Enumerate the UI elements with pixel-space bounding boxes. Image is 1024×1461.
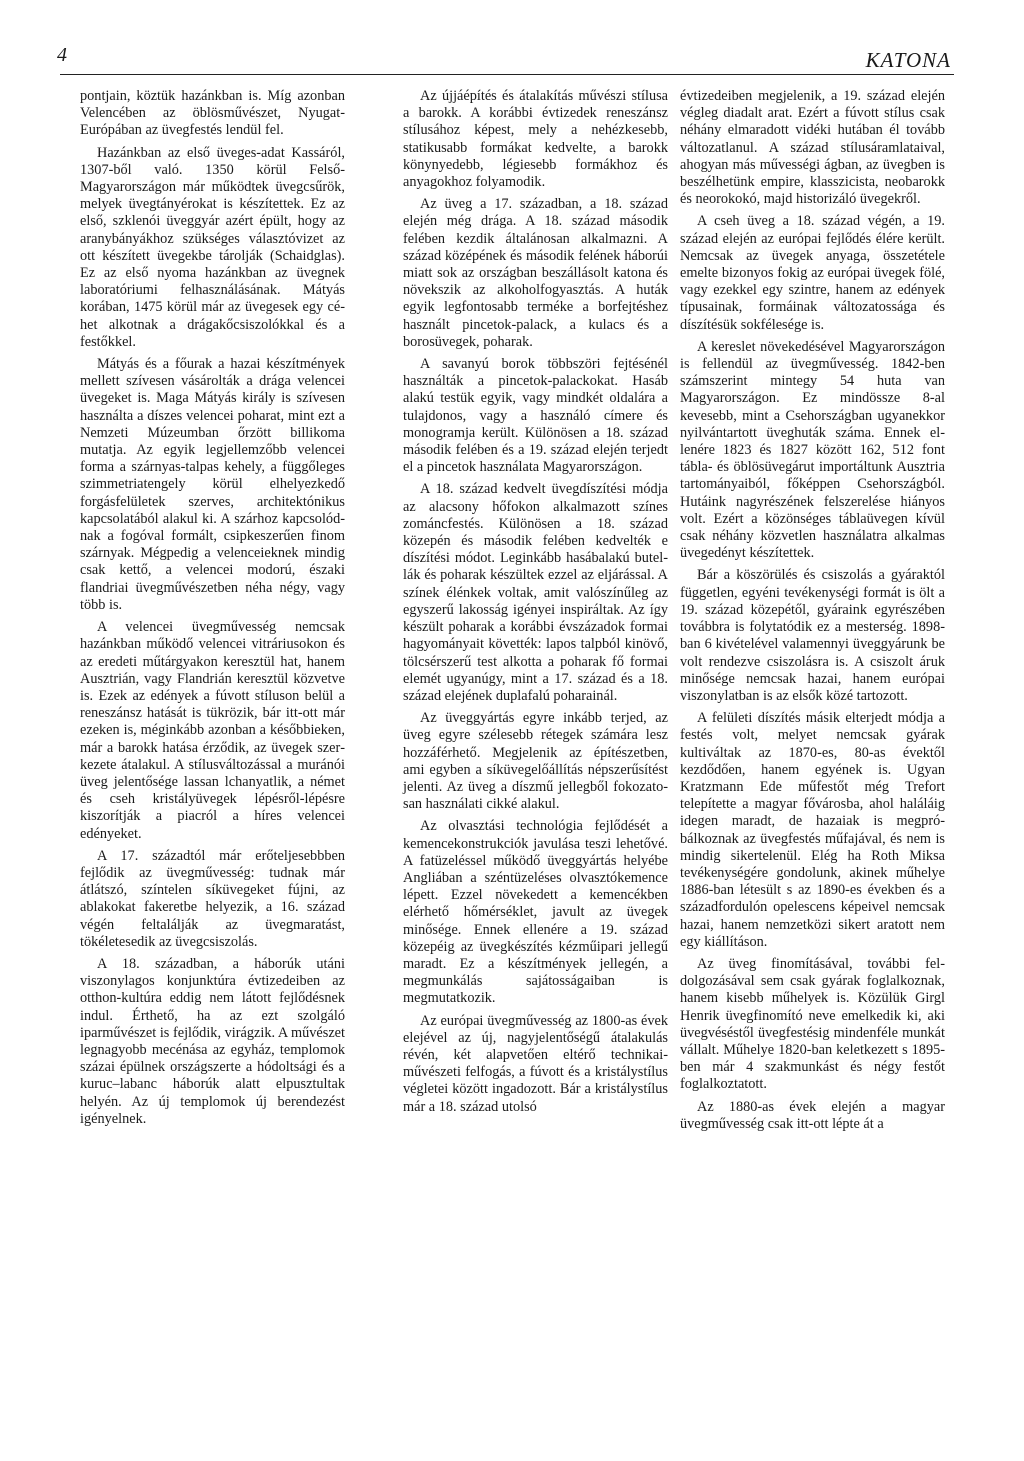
running-title: KATONA <box>865 48 951 72</box>
paragraph: Bár a köszörülés és csiszolás a gyáraktól független, egyéni tevékenységi formát is ölt a 19. század közepétől, gyáraink egyrészében továbbra is folytatódik ez a mesterség. 1898-ban 6 kivételével valamennyi üveggyárunk be volt rendezve csiszolásra is. A csiszolt áruk minősége nemcsak hazai, hanem európai viszonylatban is az elsők közé tartozott. <box>680 567 945 704</box>
paragraph: Az üveg finomításával, további feldolgozásával sem csak gyárak foglalkoznak, hanem kisebb műhelyek is. Közülük Girgl Henrik üvegfinomító neve emelkedik ki, aki üvegvéséstől üvegfestésig mindenféle munkát vállalt. Műhelye 1820-ban keletkezett s 1895-ben már 4 szakmunkást és négy festőt foglalkoztatott. <box>680 955 945 1093</box>
text-column-1 <box>80 88 345 1133</box>
paragraph: pontjain, köztük hazánkban is. Míg azonban Velencében az öblösművészet, Nyugat-Európában az üvegfestés lendül fel. <box>80 88 345 139</box>
paragraph: A kereslet növekedésével Magyarországon is fellendül az üvegművesség. 1842-ben számszerint mintegy 54 huta van Magyarországon. Ez mindössze 8-al kevesebb, mint a Csehországban ugyanekkor nyilvántartott üveghuták száma. Ennek ellenére 1823 és 1827 között 162, 512 font tábla- és öblösüvegárut importáltunk Ausztria tartományaiból, főképpen Csehországból. Hutáink nagyrészének felszerelése hiányos volt. Ezért a közönséges táblaüvegen kívül csak néhány közvetlen használatra alkalmas üvegedényt készítettek. <box>680 338 945 562</box>
paragraph: A 17. századtól már erőteljesebbben fejlődik az üvegművesség: tudnak már átlátszó, színtelen síküvegeket fújni, az ablakokat fakeretbe helyezik, a 16. század végén feltalálják az üvegmaratást, tökéletesedik az üvegcsiszolás. <box>80 847 345 950</box>
paragraph: A savanyú borok többszöri fejtésénél használták a pincetok-palackokat. Hasáb alakú testük egyik, vagy mindkét oldalára a tulajdonos, vagy a használó címere és monogramja került. Különösen a 18. század második felében és a 19. század elején terjedt el a pincetok használata Magyarországon. <box>403 356 668 476</box>
page-number: 4 <box>57 44 67 66</box>
paragraph: Az újjáépítés és átalakítás művészi stílusa a barokk. A korábbi évtizedek reneszánsz stílusához képest, mely a nehézkesebb, statikusabb formákat kedvelte, a barokk könynyedebb, légiesebb formákhoz és anyagokhoz folyamodik. <box>403 88 668 191</box>
paragraph: Az olvasztási technológia fejlődését a kemencekonstrukciók javulása teszi lehetővé. A fatüzeléssel működő üveggyártás helyébe Angliában a széntüzeléses olvasztókemence lépett. Ezzel növekedett a kemencékben elérhető hőmérséklet, javult az üvegek minősége. Ennek ellenére a 19. század közepéig az üvegkészítés kézműipari jellegű maradt. Ez a készítmények jellegén, a megmunkálás sajátosságaiban is megmutatkozik. <box>403 818 668 1007</box>
paragraph: évtizedeiben megjelenik, a 19. század elején végleg diadalt arat. Ezért a fúvott stílus csak néhány elmaradott vidéki hutában él tovább változatlanul. A század stílusáramlataival, ahogyan más művességi ágban, az üvegben is beszélhetünk empire, klasszicista, neobarokk és neorokokó, majd historizáló üvegekről. <box>680 88 945 208</box>
paragraph: A 18. században, a háborúk utáni viszonylagos konjunktúra évtizedeiben az otthon-kultúra eddig nem látott fejlődésnek indul. Érthető, ha az ezt szolgáló iparművészet is fejlődik, virágzik. A művészet legnagyobb mecénása az egyház, templomok százai épülnek országszerte a hódoltsági és a kuruc–labanc háborúk alatt elpusztultak helyén. Az új templomok új berendezést igényelnek. <box>80 955 345 1127</box>
paragraph: A cseh üveg a 18. század végén, a 19. század elején az európai fejlődés élére került. Nemcsak az üvegek anyaga, összetétele emelte bizonyos fokig az európai üvegek fölé, vagy ezekkel egy szintre, hanem az edények típusainak, formáinak változatossága és díszítésük sokfélesége is. <box>680 213 945 333</box>
header-rule <box>60 74 954 75</box>
paragraph: A 18. század kedvelt üvegdíszítési módja az alacsony hőfokon alkalmazott színes zománcfestés. Különösen a 18. század közepén és második felében kedvelték e díszítési módot. Leginkább hasábalakú butellák és poharak készültek ezzel az eljárással. A színek élénkek voltak, amit valószínűleg az egyszerű lakosság igényei inspiráltak. Az így készült poharak a korábbi évszázadok formai hagyományait követték: lapos talpból kinövő, tölcsérszerű test alkotta a poharak fő formai elemét ugyanúgy, mint a 17. század és a 18. század elejének duplafalú poharainál. <box>403 481 668 704</box>
paragraph: Az üveggyártás egyre inkább terjed, az üveg egyre szélesebb rétegek számára lesz hozzáférhető. Megjelenik az építészetben, ami egyben a síküvegelőállítás népszerűsítést jelenti. Az üveg a díszmű jellegből fokozatosan használati cikké alakul. <box>403 710 668 813</box>
paragraph: Hazánkban az első üveges-adat Kassáról, 1307-ből való. 1350 körül Felső-Magyarországon már működtek üvegcsűrök, melyek üvegtányérokat is készítettek. Ez az első, szklenói üveggyár azért épült, hogy az aranybányákhoz szükséges választóvizet az ott készített üvegekbe tárolják (Schaidglas). Ez az első nyoma hazánkban az üvegnek laboratóriumi felhasználásának. Mátyás korában, 1475 körül már az üvegesek egy céhet alkotnak a drágakőcsiszolókkal és a festőkkel. <box>80 144 345 350</box>
paragraph: A felületi díszítés másik elterjedt módja a festés volt, melyet nemcsak gyárak kultiváltak az 1870-es, 80-as évektől kezdődően, hanem egyének is. Ugyan Kratzmann Ede műfestőt még Trefort telepítette a magyar fővárosba, ahol haláláig idegen maradt, de hazaiak is megpróbálkoznak az üvegfestés műfajával, és nem is mindig sikertelenül. Elég ha Roth Miksa tevékenységére gondolunk, akinek műhelye 1886-ban létesült s az 1890-es években és a századfordulón opelescens képeivel nemcsak hazai, hanem nemzetközi sikert aratott nem egy kiállításon. <box>680 710 945 950</box>
text-column-3 <box>680 88 945 1138</box>
text-column-2 <box>403 88 668 1121</box>
paragraph: A velencei üvegművesség nemcsak hazánkban működő velencei vitráriusokon és az eredeti műtárgyakon keresztül hat, hanem Ausztrián, vagy Flandrián keresztül közvetve is. Ezek az edények a fúvott stíluson belül a reneszánsz hatását is tükrözik, bár itt-ott már ezeken is, méginkább azonban a későbbieken, már a barokk hatása érződik, az üvegek szerkezete átalakul. A stílusváltozással a muránói üveg jelentősége lassan lchanyatlik, a német és cseh kristályüvegek lépésről-lépésre kiszorítják a piacról a híres velencei edényeket. <box>80 619 345 842</box>
paragraph: Mátyás és a főurak a hazai készítmények mellett szívesen vásárolták a drága velencei üvegeket is. Maga Mátyás király is szívesen használta a díszes velencei poharat, mint ezt a Nemzeti Múzeumban őrzött billikoma mutatja. Az egyik legjellemzőbb velencei forma a szárnyas-talpas kehely, a függőleges szimmetriatengely körül elhelyezkedő forgásfelületek szerves, architektónikus kapcsolatából alakul ki. A szárhoz kapcsolódnak a fogóval formált, csipkeszerűen finom szárnyak. Mégpedig a velenceieknek mindig csak kettő, a velencei modorú, északi flandriai üvegművészetben néha négy, vagy több is. <box>80 356 345 613</box>
paragraph: Az 1880-as évek elején a magyar üvegművesség csak itt-ott lépte át a <box>680 1098 945 1132</box>
paragraph: Az üveg a 17. században, a 18. század elején még drága. A 18. század második felében kezdik általánosan alkalmazni. A század középének és második felének háborúi miatt sok az országban beszállásolt katona és növekszik az alkoholfogyasztás. A huták egyik legfontosabb terméke a borfejtéshez használt pincetok-palack, a kulacs és a borosüvegek, poharak. <box>403 196 668 350</box>
paragraph: Az európai üvegművesség az 1800-as évek elejével az új, nagyjelentőségű átalakulás révén, két alapvetően eltérő technikai-művészeti felfogás, a fúvott és a kristálystílus végletei között ingadozott. Bár a kristálystílus már a 18. század utolsó <box>403 1012 668 1115</box>
